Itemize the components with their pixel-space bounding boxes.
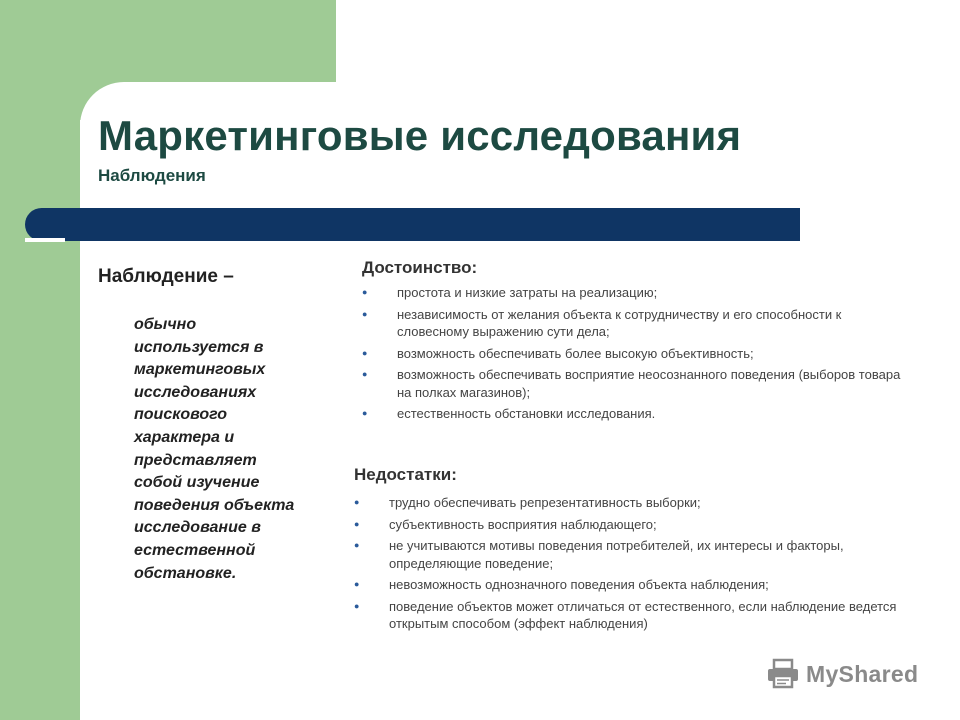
definition-line: исследование в [134,519,261,537]
definition-line: поведения объекта [134,496,295,514]
definition-line: поискового [134,406,228,424]
disadvantages-heading: Недостатки: [354,465,457,484]
list-item: ● естественность обстановки исследования. [362,406,656,421]
definition-line: исследованиях [134,383,257,401]
definition-heading: Наблюдение – [98,266,234,287]
definition-line: обстановке. [134,564,237,582]
definition-line: маркетинговых [134,361,266,379]
definition-text [134,314,344,585]
list-item: ● субъективность восприятия наблюдающего; [354,516,657,532]
list-item: ● простота и низкие затраты на реализацию; [362,285,658,300]
bullet-icon: ● [362,287,368,297]
watermark-text: MyShared [806,660,919,687]
bullet-icon: ● [362,369,368,379]
bullet-icon: ● [362,308,368,319]
page-title: Маркетинговые исследования [98,112,742,159]
list-item: ● не учитываются мотивы поведения потребителей, их интересы и факторы, определяющие поведение; [354,538,844,571]
bullet-icon: ● [354,540,360,550]
divider-notch [25,238,65,242]
watermark-logo[interactable] [766,658,918,690]
bullet-icon: ● [354,600,360,611]
bullet-icon: ● [354,497,360,507]
list-item: ● возможность обеспечивать более высокую объективность; [362,345,754,361]
bullet-icon: ● [354,518,360,529]
list-item: ● поведение объектов может отличаться от естественного, если наблюдение ведется открытым способом (эффект наблюдения) [354,598,897,631]
page-subtitle: Наблюдения [98,166,206,185]
list-item: ● независимость от желания объекта к сотрудничеству и его способности к словесному выражению сути дела; [362,306,842,339]
definition-line: представляет [134,451,257,469]
bullet-icon: ● [354,579,360,589]
list-item: ● трудно обеспечивать репрезентативность выборки; [354,495,701,510]
list-item: ● возможность обеспечивать восприятие неосознанного поведения (выборов товара на полках магазинов); [362,367,901,400]
definition-line: характера и [134,428,235,446]
advantages-heading: Достоинство: [362,258,478,277]
list-item: ● невозможность однозначного поведения объекта наблюдения; [354,577,769,592]
printer-icon [766,658,800,690]
definition-line: обычно [134,316,197,333]
definition-line: естественной [134,541,256,559]
disadvantages-list [354,494,900,637]
advantages-list [362,284,902,427]
bullet-icon: ● [362,408,368,418]
definition-line: собой изучение [134,474,260,492]
bullet-icon: ● [362,347,368,358]
definition-line: используется в [134,338,264,356]
divider-bar [25,208,800,241]
decor-green-strip [0,0,80,720]
